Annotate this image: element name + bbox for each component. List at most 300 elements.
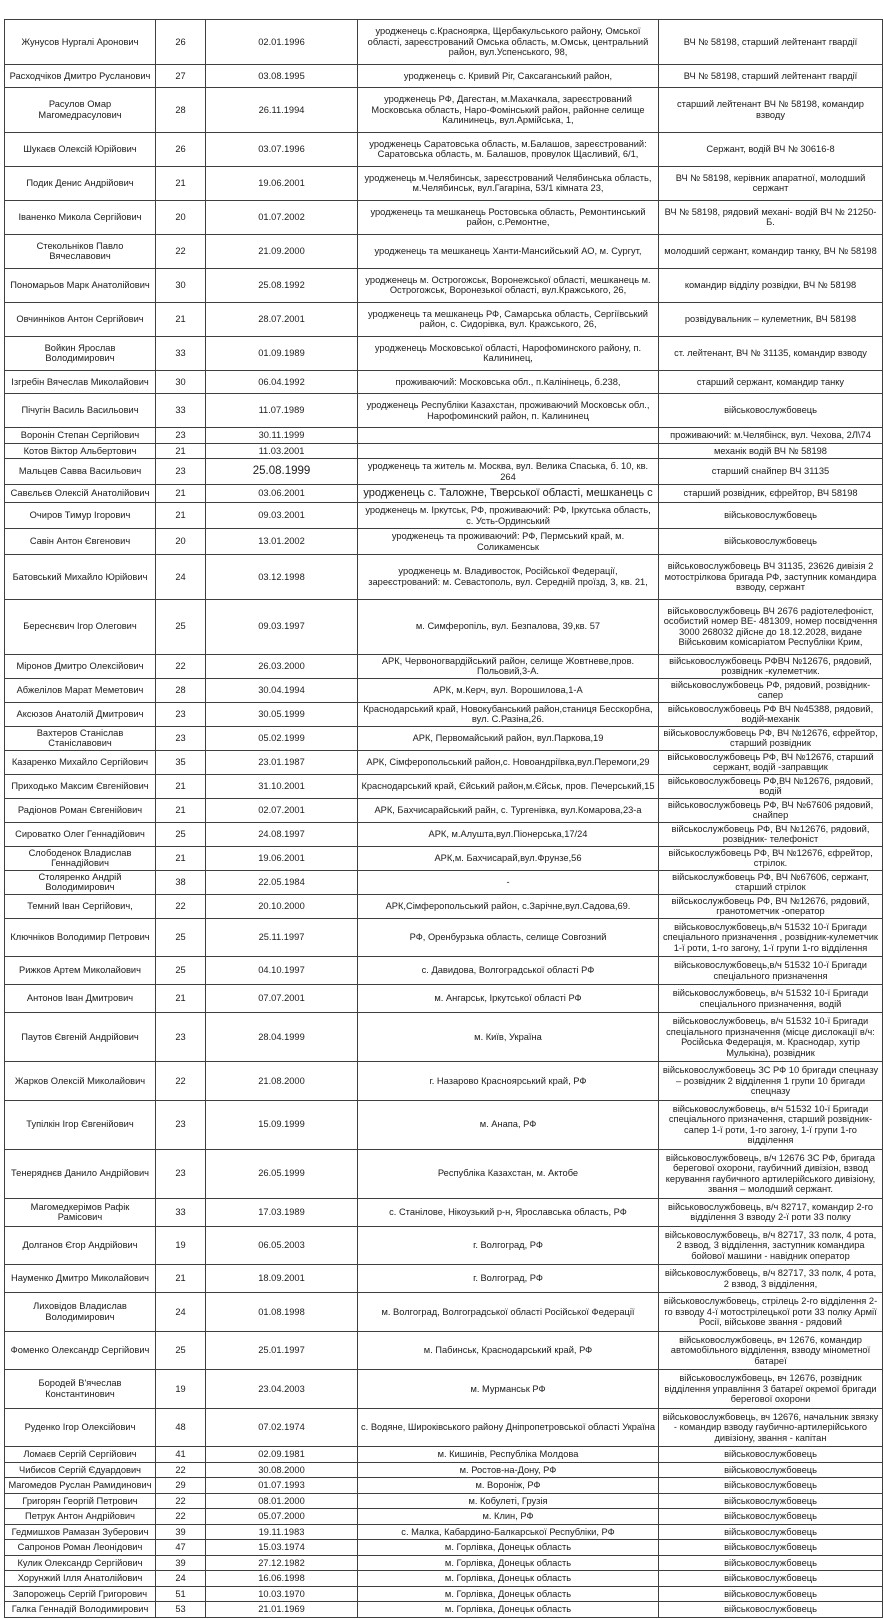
dob-cell: 21.09.2000 — [206, 234, 358, 268]
table-row — [5, 200, 883, 234]
origin-cell: АРК,м. Бахчисарай,вул.Фрунзе,56 — [358, 846, 659, 870]
dob-cell: 21.01.1969 — [206, 1602, 358, 1618]
service-cell: військовослужбовець ВЧ 2676 радіотелефоніст, особистий номер ВЕ- 481309, номер посвідчення 3000 268032 дійсне до 18.12.2028, видане Військовим комісаріатом Республіки Крим, — [659, 599, 883, 654]
service-cell: військовослужбовець, в/ч 82717, 33 полк, 4 рота, 2 взвод, 3 відділення, заступник командира бойової машини - навідник оператор — [659, 1226, 883, 1265]
name-cell: Рижков Артем Миколайович — [5, 957, 156, 985]
origin-cell: м. Анапа, РФ — [358, 1100, 659, 1149]
origin-cell: м. Волгоград, Волгоградської області Російської Федерації — [358, 1293, 659, 1332]
service-cell: військовослужбовець, вч 12676, командир автомобільного відділення, взводу мінометної батареї — [659, 1331, 883, 1370]
service-cell: військослужбовець РФ, ВЧ №67606, сержант, старший стрілок — [659, 870, 883, 894]
origin-cell — [358, 443, 659, 459]
origin-cell: м. Вороніж, РФ — [358, 1478, 659, 1494]
dob-cell: 07.02.1974 — [206, 1408, 358, 1447]
service-cell: військовослужбовець РФ, ВЧ №12676, єфрейтор, старший розвідник — [659, 726, 883, 750]
table-row — [5, 1524, 883, 1540]
name-cell: Слободенок Владислав Геннадійович — [5, 846, 156, 870]
origin-cell: уродженець Московської області, Нарофоминского району, п. Калининец, — [358, 336, 659, 370]
origin-cell: АРК, м.Керч, вул. Ворошилова,1-А — [358, 678, 659, 702]
age-cell: 48 — [156, 1408, 206, 1447]
name-cell: Сапронов Роман Леонідович — [5, 1540, 156, 1556]
service-cell: військовослужбовець — [659, 529, 883, 555]
name-cell: Гедмишхов Рамазан Зуберович — [5, 1524, 156, 1540]
name-cell: Галка Геннадій Володимирович — [5, 1602, 156, 1618]
table-row — [5, 678, 883, 702]
name-cell: Аксюзов Анатолій Дмитрович — [5, 702, 156, 726]
table-row — [5, 1062, 883, 1101]
table-row — [5, 599, 883, 654]
origin-cell: уродженець м. Владивосток, Російської Федерації, зареєстрований: м. Севастополь, вул. Середній проїзд, 3, кв. 21, — [358, 555, 659, 600]
age-cell: 33 — [156, 1198, 206, 1226]
table-row — [5, 428, 883, 444]
dob-cell: 19.06.2001 — [206, 846, 358, 870]
service-cell: командир відділу розвідки, ВЧ № 58198 — [659, 268, 883, 302]
service-cell: військослужбовець РФ, ВЧ №12676, єфрейтор, стрілок. — [659, 846, 883, 870]
dob-cell: 30.11.1999 — [206, 428, 358, 444]
service-cell: ВЧ № 58198, рядовий механі- водій ВЧ № 21250-Б. — [659, 200, 883, 234]
origin-cell: уродженець с.Красноярка, Щербакульського району, Омської області, зареєстрований Омська область, м.Омськ, центральний район, вул.Успенського, 98, — [358, 20, 659, 65]
age-cell: 21 — [156, 166, 206, 200]
age-cell: 21 — [156, 485, 206, 503]
age-cell: 22 — [156, 1493, 206, 1509]
service-cell: військовослужбовець РФ, ВЧ №67606 рядовий, снайпер — [659, 798, 883, 822]
age-cell: 21 — [156, 798, 206, 822]
dob-cell: 23.04.2003 — [206, 1370, 358, 1409]
age-cell: 51 — [156, 1586, 206, 1602]
name-cell: Жунусов Нургалі Аронович — [5, 20, 156, 65]
age-cell: 23 — [156, 459, 206, 485]
name-cell: Котов Віктор Альбертович — [5, 443, 156, 459]
dob-cell: 05.02.1999 — [206, 726, 358, 750]
origin-cell: уродженець РФ, Дагестан, м.Махачкала, зареєстрований Московська область, Наро-Фомінський район, районне селище Калининець, вул.Армійська, 1, — [358, 88, 659, 133]
service-cell: військовослужбовець ЗС РФ 10 бригади спецназу – розвідник 2 відділення 1 групи 10 бригади спецназу — [659, 1062, 883, 1101]
origin-cell: уродженець та проживаючий: РФ, Пермський край, м. Соликаменськ — [358, 529, 659, 555]
origin-cell: м. Горлівка, Донецьк область — [358, 1555, 659, 1571]
origin-cell: уродженець с. Кривий Ріг, Саксаганський район, — [358, 64, 659, 88]
age-cell: 25 — [156, 599, 206, 654]
age-cell: 25 — [156, 1331, 206, 1370]
name-cell: Ломаєв Сергій Сергійович — [5, 1447, 156, 1463]
service-cell: військовослужбовець,в/ч 51532 10-ї Бригади спеціального призначення — [659, 957, 883, 985]
table-row — [5, 702, 883, 726]
table-row — [5, 654, 883, 678]
dob-cell: 25.11.1997 — [206, 918, 358, 957]
origin-cell: м. Кобулеті, Грузія — [358, 1493, 659, 1509]
origin-cell: - — [358, 870, 659, 894]
service-cell: військовослужбовець — [659, 1447, 883, 1463]
dob-cell: 09.03.1997 — [206, 599, 358, 654]
origin-cell: АРК,Сімферопольський район, с.Зарічне,вул.Садова,69. — [358, 894, 659, 918]
dob-cell: 05.07.2000 — [206, 1509, 358, 1525]
service-cell: ВЧ № 58198, старший лейтенант гвардії — [659, 20, 883, 65]
dob-cell: 28.04.1999 — [206, 1013, 358, 1062]
age-cell: 39 — [156, 1555, 206, 1571]
name-cell: Сироватко Олег Геннадійович — [5, 822, 156, 846]
name-cell: Войкин Ярослав Володимирович — [5, 336, 156, 370]
service-cell: молодший сержант, командир танку, ВЧ № 58198 — [659, 234, 883, 268]
table-row — [5, 370, 883, 394]
origin-cell: АРК, Первомайський район, вул.Паркова,19 — [358, 726, 659, 750]
dob-cell: 19.06.2001 — [206, 166, 358, 200]
origin-cell: м. Симферопіль, вул. Безпалова, 39,кв. 57 — [358, 599, 659, 654]
service-cell: військовослужбовець — [659, 1602, 883, 1618]
age-cell: 28 — [156, 88, 206, 133]
dob-cell: 16.06.1998 — [206, 1571, 358, 1587]
table-row — [5, 1013, 883, 1062]
table-row — [5, 503, 883, 529]
name-cell: Жарков Олексій Миколайович — [5, 1062, 156, 1101]
name-cell: Столяренко Андрій Володимирович — [5, 870, 156, 894]
name-cell: Овчинніков Антон Сергійович — [5, 302, 156, 336]
age-cell: 23 — [156, 1149, 206, 1198]
origin-cell: м. Пабинськ, Краснодарський край, РФ — [358, 1331, 659, 1370]
origin-cell: уродженець та житель м. Москва, вул. Велика Спаська, б. 10, кв. 264 — [358, 459, 659, 485]
name-cell: Бородей В'ячеслав Константинович — [5, 1370, 156, 1409]
age-cell: 23 — [156, 726, 206, 750]
name-cell: Руденко Ігор Олексійович — [5, 1408, 156, 1447]
dob-cell: 06.05.2003 — [206, 1226, 358, 1265]
age-cell: 33 — [156, 336, 206, 370]
table-row — [5, 750, 883, 774]
service-cell: військовослужбовець — [659, 1524, 883, 1540]
service-cell: військовослужбовець — [659, 1586, 883, 1602]
table-row — [5, 1100, 883, 1149]
age-cell: 25 — [156, 918, 206, 957]
table-row — [5, 529, 883, 555]
name-cell: Мальцев Савва Васильович — [5, 459, 156, 485]
age-cell: 28 — [156, 678, 206, 702]
dob-cell: 02.09.1981 — [206, 1447, 358, 1463]
table-row — [5, 774, 883, 798]
service-cell: військовослужбовець — [659, 1555, 883, 1571]
age-cell: 23 — [156, 1013, 206, 1062]
dob-cell: 08.01.2000 — [206, 1493, 358, 1509]
dob-cell: 30.04.1994 — [206, 678, 358, 702]
name-cell: Абжелілов Марат Меметович — [5, 678, 156, 702]
age-cell: 30 — [156, 370, 206, 394]
age-cell: 20 — [156, 529, 206, 555]
dob-cell: 25.08.1992 — [206, 268, 358, 302]
name-cell: Антонов Іван Дмитрович — [5, 985, 156, 1013]
dob-cell: 13.01.2002 — [206, 529, 358, 555]
name-cell: Тенеряднєв Данило Андрійович — [5, 1149, 156, 1198]
service-cell: військовослужбовець — [659, 1571, 883, 1587]
origin-cell: Краснодарський край, Єйський район,м.Єйськ, пров. Печерський,15 — [358, 774, 659, 798]
service-cell: військовослужбовець, в/ч 51532 10-ї Бригади спеціального призначення, водій — [659, 985, 883, 1013]
dob-cell: 23.01.1987 — [206, 750, 358, 774]
table-row — [5, 957, 883, 985]
name-cell: Пічугін Василь Васильович — [5, 394, 156, 428]
service-cell: військовослужбовець — [659, 503, 883, 529]
origin-cell: Республіка Казахстан, м. Актобе — [358, 1149, 659, 1198]
origin-cell: м. Клин, РФ — [358, 1509, 659, 1525]
name-cell: Міронов Дмитро Олексійович — [5, 654, 156, 678]
table-row — [5, 918, 883, 957]
name-cell: Паутов Євгеній Андрійович — [5, 1013, 156, 1062]
age-cell: 30 — [156, 268, 206, 302]
table-row — [5, 20, 883, 65]
origin-cell: м. Горлівка, Донецьк область — [358, 1571, 659, 1587]
origin-cell: м. Мурманськ РФ — [358, 1370, 659, 1409]
origin-cell: м. Кишинів, Республіка Молдова — [358, 1447, 659, 1463]
personnel-table — [4, 19, 883, 1618]
age-cell: 41 — [156, 1447, 206, 1463]
origin-cell: г. Волгоград, РФ — [358, 1265, 659, 1293]
table-row — [5, 268, 883, 302]
origin-cell: уродженець та мешканець Ханти-Мансийський АО, м. Сургут, — [358, 234, 659, 268]
name-cell: Савєльєв Олексій Анатолійович — [5, 485, 156, 503]
table-row — [5, 1226, 883, 1265]
table-row — [5, 443, 883, 459]
service-cell: старший снайпер ВЧ 31135 — [659, 459, 883, 485]
service-cell: військовослужбовець РФВЧ №12676, рядовий, розвідник -кулеметчик. — [659, 654, 883, 678]
age-cell: 38 — [156, 870, 206, 894]
dob-cell: 21.08.2000 — [206, 1062, 358, 1101]
service-cell: військовослужбовець, в/ч 51532 10-ї Бригади спеціального призначення (місце дислокації в/ч: Російська Федерація, м. Краснодар, хутір Мулькіна), розвідник — [659, 1013, 883, 1062]
dob-cell: 20.10.2000 — [206, 894, 358, 918]
name-cell: Темний Іван Сергійович, — [5, 894, 156, 918]
dob-cell: 15.09.1999 — [206, 1100, 358, 1149]
age-cell: 53 — [156, 1602, 206, 1618]
table-row — [5, 1198, 883, 1226]
name-cell: Лиховідов Владислав Володимирович — [5, 1293, 156, 1332]
dob-cell: 30.08.2000 — [206, 1462, 358, 1478]
table-row — [5, 1478, 883, 1494]
name-cell: Батовський Михайло Юрійович — [5, 555, 156, 600]
table-row — [5, 1331, 883, 1370]
service-cell: старший розвідник, єфрейтор, ВЧ 58198 — [659, 485, 883, 503]
service-cell: військовослужбовець РФ ВЧ №45388, рядовий, водій-механік — [659, 702, 883, 726]
age-cell: 21 — [156, 302, 206, 336]
dob-cell: 03.07.1996 — [206, 132, 358, 166]
table-row — [5, 894, 883, 918]
dob-cell: 24.08.1997 — [206, 822, 358, 846]
name-cell: Фоменко Олександр Сергійович — [5, 1331, 156, 1370]
origin-cell: Краснодарський край, Новокубанський район,станиця Бесскорбна, вул. С.Разіна,26. — [358, 702, 659, 726]
dob-cell: 11.07.1989 — [206, 394, 358, 428]
age-cell: 21 — [156, 985, 206, 1013]
service-cell: Сержант, водій ВЧ № 30616-8 — [659, 132, 883, 166]
name-cell: Стекольніков Павло Вячеславович — [5, 234, 156, 268]
age-cell: 19 — [156, 1370, 206, 1409]
service-cell: військовослужбовець, в/ч 12676 ЗС РФ, бригада берегової охорони, гаубичний дивізіон, взвод керування гаубичного артилерійського дивізіону, звання – молодший сержант. — [659, 1149, 883, 1198]
name-cell: Казаренко Михайло Сергійович — [5, 750, 156, 774]
service-cell: військовослужбовець — [659, 1540, 883, 1556]
name-cell: Расулов Омар Магомедрасулович — [5, 88, 156, 133]
origin-cell: с. Давидова, Волгоградської області РФ — [358, 957, 659, 985]
dob-cell: 07.07.2001 — [206, 985, 358, 1013]
table-row — [5, 166, 883, 200]
origin-cell: проживаючий: Московська обл., п.Калінінець, б.238, — [358, 370, 659, 394]
table-row — [5, 985, 883, 1013]
table-row — [5, 336, 883, 370]
service-cell: проживаючий: м.Челябінск, вул. Чехова, 2Л\74 — [659, 428, 883, 444]
table-row — [5, 1149, 883, 1198]
age-cell: 21 — [156, 1265, 206, 1293]
dob-cell: 19.11.1983 — [206, 1524, 358, 1540]
service-cell: військовослужбовець, вч 12676, начальник звязку - командир взводу гаубично-артилерійського дивізіону, звання - капітан — [659, 1408, 883, 1447]
origin-cell: с. Станілове, Нікоузький р-н, Ярославська область, РФ — [358, 1198, 659, 1226]
name-cell: Очиров Тимур Ігорович — [5, 503, 156, 529]
table-row — [5, 1447, 883, 1463]
service-cell: військовослужбовець РФ, рядовий, розвідник- сапер — [659, 678, 883, 702]
dob-cell: 25.08.1999 — [206, 459, 358, 485]
dob-cell: 18.09.2001 — [206, 1265, 358, 1293]
dob-cell: 09.03.2001 — [206, 503, 358, 529]
table-row — [5, 1370, 883, 1409]
scanned-document-page — [0, 19, 884, 1618]
dob-cell: 28.07.2001 — [206, 302, 358, 336]
name-cell: Хорунжий Ілля Анатолійович — [5, 1571, 156, 1587]
table-row — [5, 1586, 883, 1602]
name-cell: Чибисов Сергій Єдуардович — [5, 1462, 156, 1478]
name-cell: Береснєвич Ігор Олегович — [5, 599, 156, 654]
table-row — [5, 846, 883, 870]
origin-cell: уродженець м. Іркутськ, РФ, проживаючий: РФ, Іркутська область, с. Усть-Ординський — [358, 503, 659, 529]
service-cell: військовослужбовець, в/ч 82717, 33 полк, 4 рота, 2 взвод, 3 відділення, — [659, 1265, 883, 1293]
table-row — [5, 64, 883, 88]
table-row — [5, 555, 883, 600]
age-cell: 47 — [156, 1540, 206, 1556]
origin-cell: уродженець та мешканець Ростовська область, Ремонтинський район, с.Ремонтне, — [358, 200, 659, 234]
age-cell: 26 — [156, 20, 206, 65]
origin-cell: г. Волгоград, РФ — [358, 1226, 659, 1265]
age-cell: 22 — [156, 1462, 206, 1478]
dob-cell: 30.05.1999 — [206, 702, 358, 726]
name-cell: Тупілкін Ігор Євгенійович — [5, 1100, 156, 1149]
age-cell: 22 — [156, 234, 206, 268]
name-cell: Савін Антон Євгенович — [5, 529, 156, 555]
service-cell: військовослужбовець РФ,ВЧ №12676, рядовий, водій — [659, 774, 883, 798]
service-cell: ВЧ № 58198, старший лейтенант гвардії — [659, 64, 883, 88]
service-cell: військовослужбовець — [659, 394, 883, 428]
service-cell: військовослужбовець — [659, 1509, 883, 1525]
dob-cell: 02.07.2001 — [206, 798, 358, 822]
table-row — [5, 485, 883, 503]
age-cell: 21 — [156, 443, 206, 459]
dob-cell: 10.03.1970 — [206, 1586, 358, 1602]
dob-cell: 01.08.1998 — [206, 1293, 358, 1332]
table-row — [5, 1493, 883, 1509]
table-row — [5, 88, 883, 133]
table-row — [5, 459, 883, 485]
origin-cell: уродженець Саратовська область, м.Балашов, зареєстрований: Саратовська область, м. Балашов, провулок Щасливий, 6/1, — [358, 132, 659, 166]
name-cell: Ізгребін Вячеслав Миколайович — [5, 370, 156, 394]
name-cell: Науменко Дмитро Миколайович — [5, 1265, 156, 1293]
dob-cell: 01.07.2002 — [206, 200, 358, 234]
name-cell: Магомедов Руслан Рамидинович — [5, 1478, 156, 1494]
origin-cell: м. Київ, Україна — [358, 1013, 659, 1062]
service-cell: військовослужбовець,в/ч 51532 10-ї Бригади спеціального призначення , розвідник-кулеметчик 1-ї роти, 1-го загону, 1-ї групи 1-го відділення — [659, 918, 883, 957]
dob-cell: 25.01.1997 — [206, 1331, 358, 1370]
name-cell: Шукаєв Олексій Юрійович — [5, 132, 156, 166]
name-cell: Іваненко Микола Сергійович — [5, 200, 156, 234]
age-cell: 25 — [156, 957, 206, 985]
name-cell: Григорян Георгій Петрович — [5, 1493, 156, 1509]
age-cell: 22 — [156, 654, 206, 678]
table-row — [5, 132, 883, 166]
name-cell: Петрук Антон Андрійович — [5, 1509, 156, 1525]
origin-cell: уродженець Республіки Казахстан, проживаючий Московськ обл., Нарофоминский район, п. Калининец — [358, 394, 659, 428]
age-cell: 24 — [156, 1293, 206, 1332]
personnel-table-body — [5, 20, 883, 1618]
dob-cell: 22.05.1984 — [206, 870, 358, 894]
age-cell: 22 — [156, 1062, 206, 1101]
origin-cell: уродженець та мешканець РФ, Самарська область, Сергіївський район, с. Сидорівка, вул. Кражського, 26, — [358, 302, 659, 336]
age-cell: 24 — [156, 555, 206, 600]
name-cell: Радіонов Роман Євгенійович — [5, 798, 156, 822]
age-cell: 25 — [156, 822, 206, 846]
table-row — [5, 1462, 883, 1478]
name-cell: Вахтеров Станіслав Станіславович — [5, 726, 156, 750]
table-row — [5, 1555, 883, 1571]
age-cell: 21 — [156, 774, 206, 798]
service-cell: військовослужбовець, вч 12676, розвідник відділення управління 3 батареї окремої бригади берегової охорони — [659, 1370, 883, 1409]
table-row — [5, 798, 883, 822]
origin-cell: уродженець м. Острогожськ, Воронежської області, мешканець м. Острогожськ, Воронезької області, вул.Кражського, 26, — [358, 268, 659, 302]
origin-cell: АРК, м.Алушта,вул.Піонерська,17/24 — [358, 822, 659, 846]
age-cell: 39 — [156, 1524, 206, 1540]
dob-cell: 26.05.1999 — [206, 1149, 358, 1198]
dob-cell: 17.03.1989 — [206, 1198, 358, 1226]
dob-cell: 06.04.1992 — [206, 370, 358, 394]
origin-cell: м. Горлівка, Донецьк область — [358, 1586, 659, 1602]
age-cell: 33 — [156, 394, 206, 428]
name-cell: Расходчіков Дмитро Русланович — [5, 64, 156, 88]
service-cell: військослужбовець РФ, ВЧ №12676, рядовий, гранотометчик -оператор — [659, 894, 883, 918]
origin-cell — [358, 428, 659, 444]
dob-cell: 01.07.1993 — [206, 1478, 358, 1494]
service-cell: військовослужбовець РФ, ВЧ №12676, старший сержант, водій -заправщик — [659, 750, 883, 774]
service-cell: ВЧ № 58198, керівник апаратної, молодший сержант — [659, 166, 883, 200]
name-cell: Кулик Олександр Сергійович — [5, 1555, 156, 1571]
table-row — [5, 1408, 883, 1447]
service-cell: військовослужбовець — [659, 1462, 883, 1478]
service-cell: військовослужбовець, в/ч 82717, командир 2-го відділення 3 взводу 2-ї роти 33 полку — [659, 1198, 883, 1226]
name-cell: Запорожець Сергій Григорович — [5, 1586, 156, 1602]
name-cell: Магомедкерімов Рафік Рамісович — [5, 1198, 156, 1226]
age-cell: 29 — [156, 1478, 206, 1494]
dob-cell: 03.08.1995 — [206, 64, 358, 88]
dob-cell: 01.09.1989 — [206, 336, 358, 370]
origin-cell: м. Ростов-на-Дону, РФ — [358, 1462, 659, 1478]
table-row — [5, 394, 883, 428]
table-row — [5, 726, 883, 750]
service-cell: механік водій ВЧ № 58198 — [659, 443, 883, 459]
dob-cell: 27.12.1982 — [206, 1555, 358, 1571]
age-cell: 19 — [156, 1226, 206, 1265]
table-row — [5, 1571, 883, 1587]
name-cell: Приходько Максим Євгенійович — [5, 774, 156, 798]
age-cell: 35 — [156, 750, 206, 774]
age-cell: 26 — [156, 132, 206, 166]
table-row — [5, 1602, 883, 1618]
dob-cell: 15.03.1974 — [206, 1540, 358, 1556]
table-row — [5, 1540, 883, 1556]
table-row — [5, 822, 883, 846]
age-cell: 21 — [156, 846, 206, 870]
dob-cell: 03.06.2001 — [206, 485, 358, 503]
origin-cell: г. Назарово Красноярський край, РФ — [358, 1062, 659, 1101]
age-cell: 24 — [156, 1571, 206, 1587]
age-cell: 21 — [156, 503, 206, 529]
service-cell: ст. лейтенант, ВЧ № 31135, командир взводу — [659, 336, 883, 370]
table-row — [5, 302, 883, 336]
table-row — [5, 1265, 883, 1293]
service-cell: військовослужбовець, стрілець 2-го відділення 2-го взводу 4-ї мотострілецької роти 33 полку Армії Росії, військове звання - рядовий — [659, 1293, 883, 1332]
table-row — [5, 1509, 883, 1525]
table-row — [5, 1293, 883, 1332]
origin-cell: АРК, Бахчисарайський райн, с. Тургенівка, вул.Комарова,23-а — [358, 798, 659, 822]
